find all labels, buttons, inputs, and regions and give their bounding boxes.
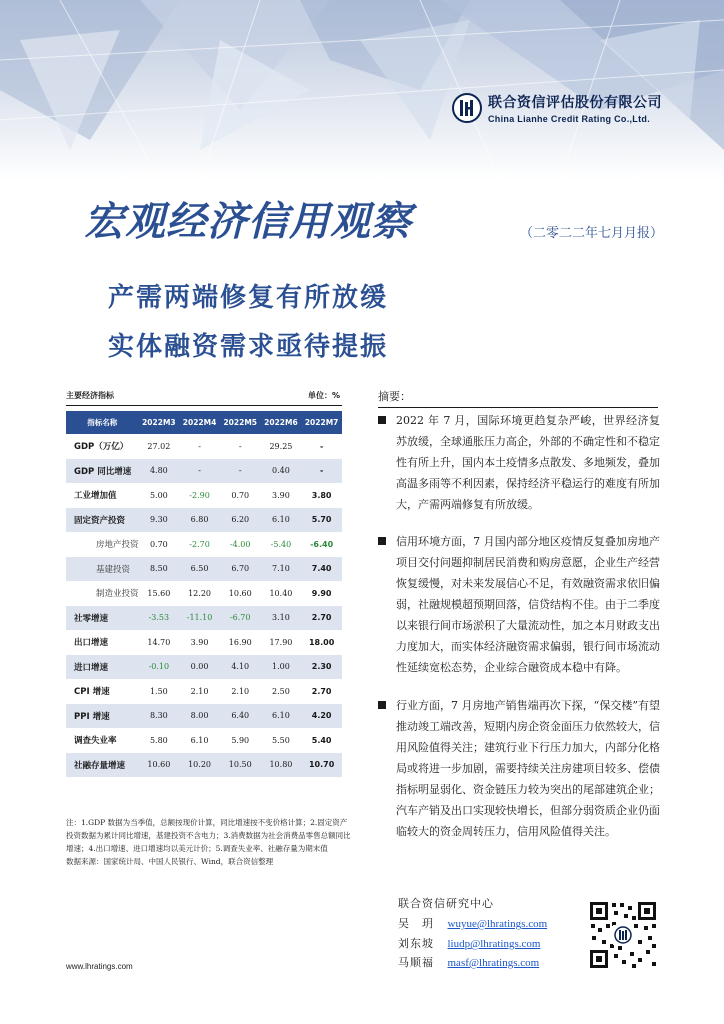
- table-row: [66, 704, 342, 729]
- indicator-name: GDP 同比增速: [66, 459, 139, 484]
- indicator-value: 10.50: [220, 753, 261, 778]
- headline-1: 产需两端修复有所放缓: [108, 283, 389, 313]
- data-source: 数据来源：国家统计局、中国人民银行、Wind，联合资信整理: [66, 857, 274, 866]
- abstract-text: 行业方面，7 月房地产销售端再次下探，“保交楼”有望推动竣工端改善，短期内房企资金面压力依然较大，信用风险值得关注；建筑行业下行压力加大，内部分化格局或将进一步加剧，需要持续关注房建项目较多、偿债指标明显弱化、资金链压力较为突出的尾部建筑企业；汽车产销及出口实现较快增长，但部分弱资质企业仍面临较大的资金周转压力，信用风险值得关注。: [396, 699, 660, 838]
- company-logo: [452, 88, 662, 128]
- indicator-value: 3.10: [261, 606, 302, 631]
- contact-name: 刘东坡: [398, 937, 434, 950]
- header-cell: 指标名称: [66, 411, 139, 434]
- table-row: [66, 532, 342, 557]
- header-cell: 2022M7: [301, 411, 342, 434]
- indicator-value: 12.20: [179, 581, 220, 606]
- headline-2: 实体融资需求亟待提振: [108, 332, 389, 362]
- indicator-value: -: [301, 459, 342, 484]
- indicator-value: 4.20: [301, 704, 342, 729]
- contact-email-link[interactable]: masf@lhratings.com: [447, 957, 540, 969]
- indicator-name: PPI 增速: [66, 704, 139, 729]
- header-cell: 2022M4: [179, 411, 220, 434]
- indicator-value: 6.40: [220, 704, 261, 729]
- indicator-value: 6.80: [179, 508, 220, 533]
- qr-code-icon: [588, 900, 658, 970]
- abstract-item: [378, 531, 660, 678]
- table-row: [66, 728, 342, 753]
- indicator-value: 2.50: [261, 679, 302, 704]
- indicator-value: 6.10: [261, 508, 302, 533]
- indicator-value: 0.70: [220, 483, 261, 508]
- table-footnote: 注：1.GDP 数据为当季值，总额按现价计算，同比增速按不变价格计算；2.固定资产投资数据为累计同比增速，基建投资不含电力；3.消费数据为社会消费品零售总额同比增速；4.出口增速、进口增速均以美元计价；5.调查失业率、社融存量为期末值: [66, 818, 351, 853]
- indicator-name: 固定资产投资: [66, 508, 139, 533]
- indicator-value: 5.50: [261, 728, 302, 753]
- indicator-value: 2.10: [220, 679, 261, 704]
- indicator-value: 2.70: [301, 606, 342, 631]
- abstract-item: [378, 695, 660, 842]
- contact-email-link[interactable]: liudp@lhratings.com: [447, 938, 541, 950]
- indicator-value: 9.90: [301, 581, 342, 606]
- table-caption-title: 主要经济指标: [66, 391, 114, 400]
- indicator-value: 10.70: [301, 753, 342, 778]
- indicator-value: 2.70: [301, 679, 342, 704]
- contact-name: 马顺福: [398, 956, 434, 969]
- indicator-value: 8.00: [179, 704, 220, 729]
- indicator-name: 进口增速: [66, 655, 139, 680]
- indicator-name: 基建投资: [66, 557, 139, 582]
- header-cell: 2022M5: [220, 411, 261, 434]
- indicator-name: 出口增速: [66, 630, 139, 655]
- indicator-value: 8.30: [139, 704, 180, 729]
- indicator-value: 5.00: [139, 483, 180, 508]
- abstract-item: [378, 410, 660, 515]
- indicator-value: 15.60: [139, 581, 180, 606]
- company-name-cn: 联合资信评估股份有限公司: [488, 95, 662, 111]
- indicator-name: 调查失业率: [66, 728, 139, 753]
- table-unit: 单位：%: [307, 391, 340, 400]
- indicator-value: -4.00: [220, 532, 261, 557]
- indicator-value: -5.40: [261, 532, 302, 557]
- indicator-value: 0.70: [139, 532, 180, 557]
- indicator-value: -0.10: [139, 655, 180, 680]
- table-row: [66, 581, 342, 606]
- indicator-name: 社融存量增速: [66, 753, 139, 778]
- indicator-value: 1.50: [139, 679, 180, 704]
- indicator-value: 29.25: [261, 434, 302, 459]
- indicator-value: 7.40: [301, 557, 342, 582]
- indicator-value: 3.90: [261, 483, 302, 508]
- indicator-value: -2.90: [179, 483, 220, 508]
- indicator-value: -2.70: [179, 532, 220, 557]
- indicators-table: [66, 411, 342, 778]
- table-row: [66, 459, 342, 484]
- indicator-value: -: [220, 434, 261, 459]
- indicator-value: 18.00: [301, 630, 342, 655]
- indicator-value: 10.80: [261, 753, 302, 778]
- indicator-name: 制造业投资: [66, 581, 139, 606]
- indicator-value: 0.40: [261, 459, 302, 484]
- indicator-value: -6.70: [220, 606, 261, 631]
- indicator-value: -3.53: [139, 606, 180, 631]
- table-header-row: [66, 411, 342, 434]
- bullet-square-icon: [378, 416, 386, 424]
- indicator-value: 6.70: [220, 557, 261, 582]
- header-cell: 2022M3: [139, 411, 180, 434]
- indicator-value: 14.70: [139, 630, 180, 655]
- indicator-value: -: [179, 434, 220, 459]
- table-row: [66, 508, 342, 533]
- indicator-value: 10.60: [220, 581, 261, 606]
- indicator-value: -6.40: [301, 532, 342, 557]
- indicator-value: -: [179, 459, 220, 484]
- contact-row: [398, 954, 539, 970]
- indicator-value: 16.90: [220, 630, 261, 655]
- indicator-value: 6.10: [261, 704, 302, 729]
- table-row: [66, 630, 342, 655]
- indicator-name: 工业增加值: [66, 483, 139, 508]
- report-date: （二零二二年七月月报）: [520, 226, 664, 241]
- indicator-value: 6.20: [220, 508, 261, 533]
- research-center: 联合资信研究中心: [398, 897, 494, 910]
- company-name-en: China Lianhe Credit Rating Co.,Ltd.: [488, 114, 650, 124]
- table-row: [66, 483, 342, 508]
- indicator-value: 9.30: [139, 508, 180, 533]
- indicator-value: 4.80: [139, 459, 180, 484]
- indicator-value: 0.00: [179, 655, 220, 680]
- indicator-value: 10.20: [179, 753, 220, 778]
- indicator-value: 27.02: [139, 434, 180, 459]
- contact-email-link[interactable]: wuyue@lhratings.com: [447, 918, 548, 930]
- header-cell: 2022M6: [261, 411, 302, 434]
- bullet-square-icon: [378, 537, 386, 545]
- indicator-value: 5.70: [301, 508, 342, 533]
- contact-row: [398, 935, 540, 951]
- table-row: [66, 655, 342, 680]
- indicator-value: 5.90: [220, 728, 261, 753]
- table-caption: [66, 390, 342, 406]
- footer-website[interactable]: www.lhratings.com: [66, 962, 133, 971]
- indicator-value: 10.40: [261, 581, 302, 606]
- indicator-value: 2.10: [179, 679, 220, 704]
- lianhe-logo-icon: [452, 93, 482, 123]
- indicator-value: 17.90: [261, 630, 302, 655]
- abstract-title: 摘要：: [378, 388, 658, 408]
- indicator-value: -11.10: [179, 606, 220, 631]
- table-note: [66, 816, 352, 868]
- indicator-value: 1.00: [261, 655, 302, 680]
- contact-row: [398, 915, 547, 931]
- abstract-text: 2022 年 7 月，国际环境更趋复杂严峻，世界经济复苏放缓，全球通胀压力高企，外部的不确定性和不稳定性有所上升，国内本土疫情多点散发、多地频发，叠加高温多雨等不利因素，保持经济平稳运行的难度有所加大，产需两端修复有所放缓。: [396, 414, 660, 511]
- indicator-value: -: [220, 459, 261, 484]
- indicator-name: 社零增速: [66, 606, 139, 631]
- table-row: [66, 753, 342, 778]
- indicator-value: 10.60: [139, 753, 180, 778]
- indicator-value: 4.10: [220, 655, 261, 680]
- indicator-name: 房地产投资: [66, 532, 139, 557]
- indicator-value: 3.80: [301, 483, 342, 508]
- indicator-value: 6.10: [179, 728, 220, 753]
- indicator-value: 5.80: [139, 728, 180, 753]
- table-row: [66, 434, 342, 459]
- table-row: [66, 606, 342, 631]
- abstract-text: 信用环境方面，7 月国内部分地区疫情反复叠加房地产项目交付问题抑制居民消费和购房意愿，企业生产经营恢复缓慢，对未来发展信心不足，有效融资需求依旧偏弱，社融规模超预期回落，信贷结构不佳。由于二季度以来银行间市场淤积了大量流动性，加之本月财政支出力度加大，而实体经济融资需求偏弱，银行间市场流动性延续宽松态势，企业综合融资成本稳中有降。: [396, 535, 660, 674]
- indicator-name: CPI 增速: [66, 679, 139, 704]
- indicator-value: 2.30: [301, 655, 342, 680]
- indicator-value: 8.50: [139, 557, 180, 582]
- indicator-name: GDP（万亿）: [66, 434, 139, 459]
- contact-name: 吴 玥: [398, 917, 434, 930]
- indicator-value: 7.10: [261, 557, 302, 582]
- report-title: 宏观经济信用观察: [84, 199, 412, 245]
- table-row: [66, 557, 342, 582]
- indicator-value: 6.50: [179, 557, 220, 582]
- indicator-value: -: [301, 434, 342, 459]
- bullet-square-icon: [378, 701, 386, 709]
- indicator-value: 3.90: [179, 630, 220, 655]
- indicator-value: 5.40: [301, 728, 342, 753]
- table-row: [66, 679, 342, 704]
